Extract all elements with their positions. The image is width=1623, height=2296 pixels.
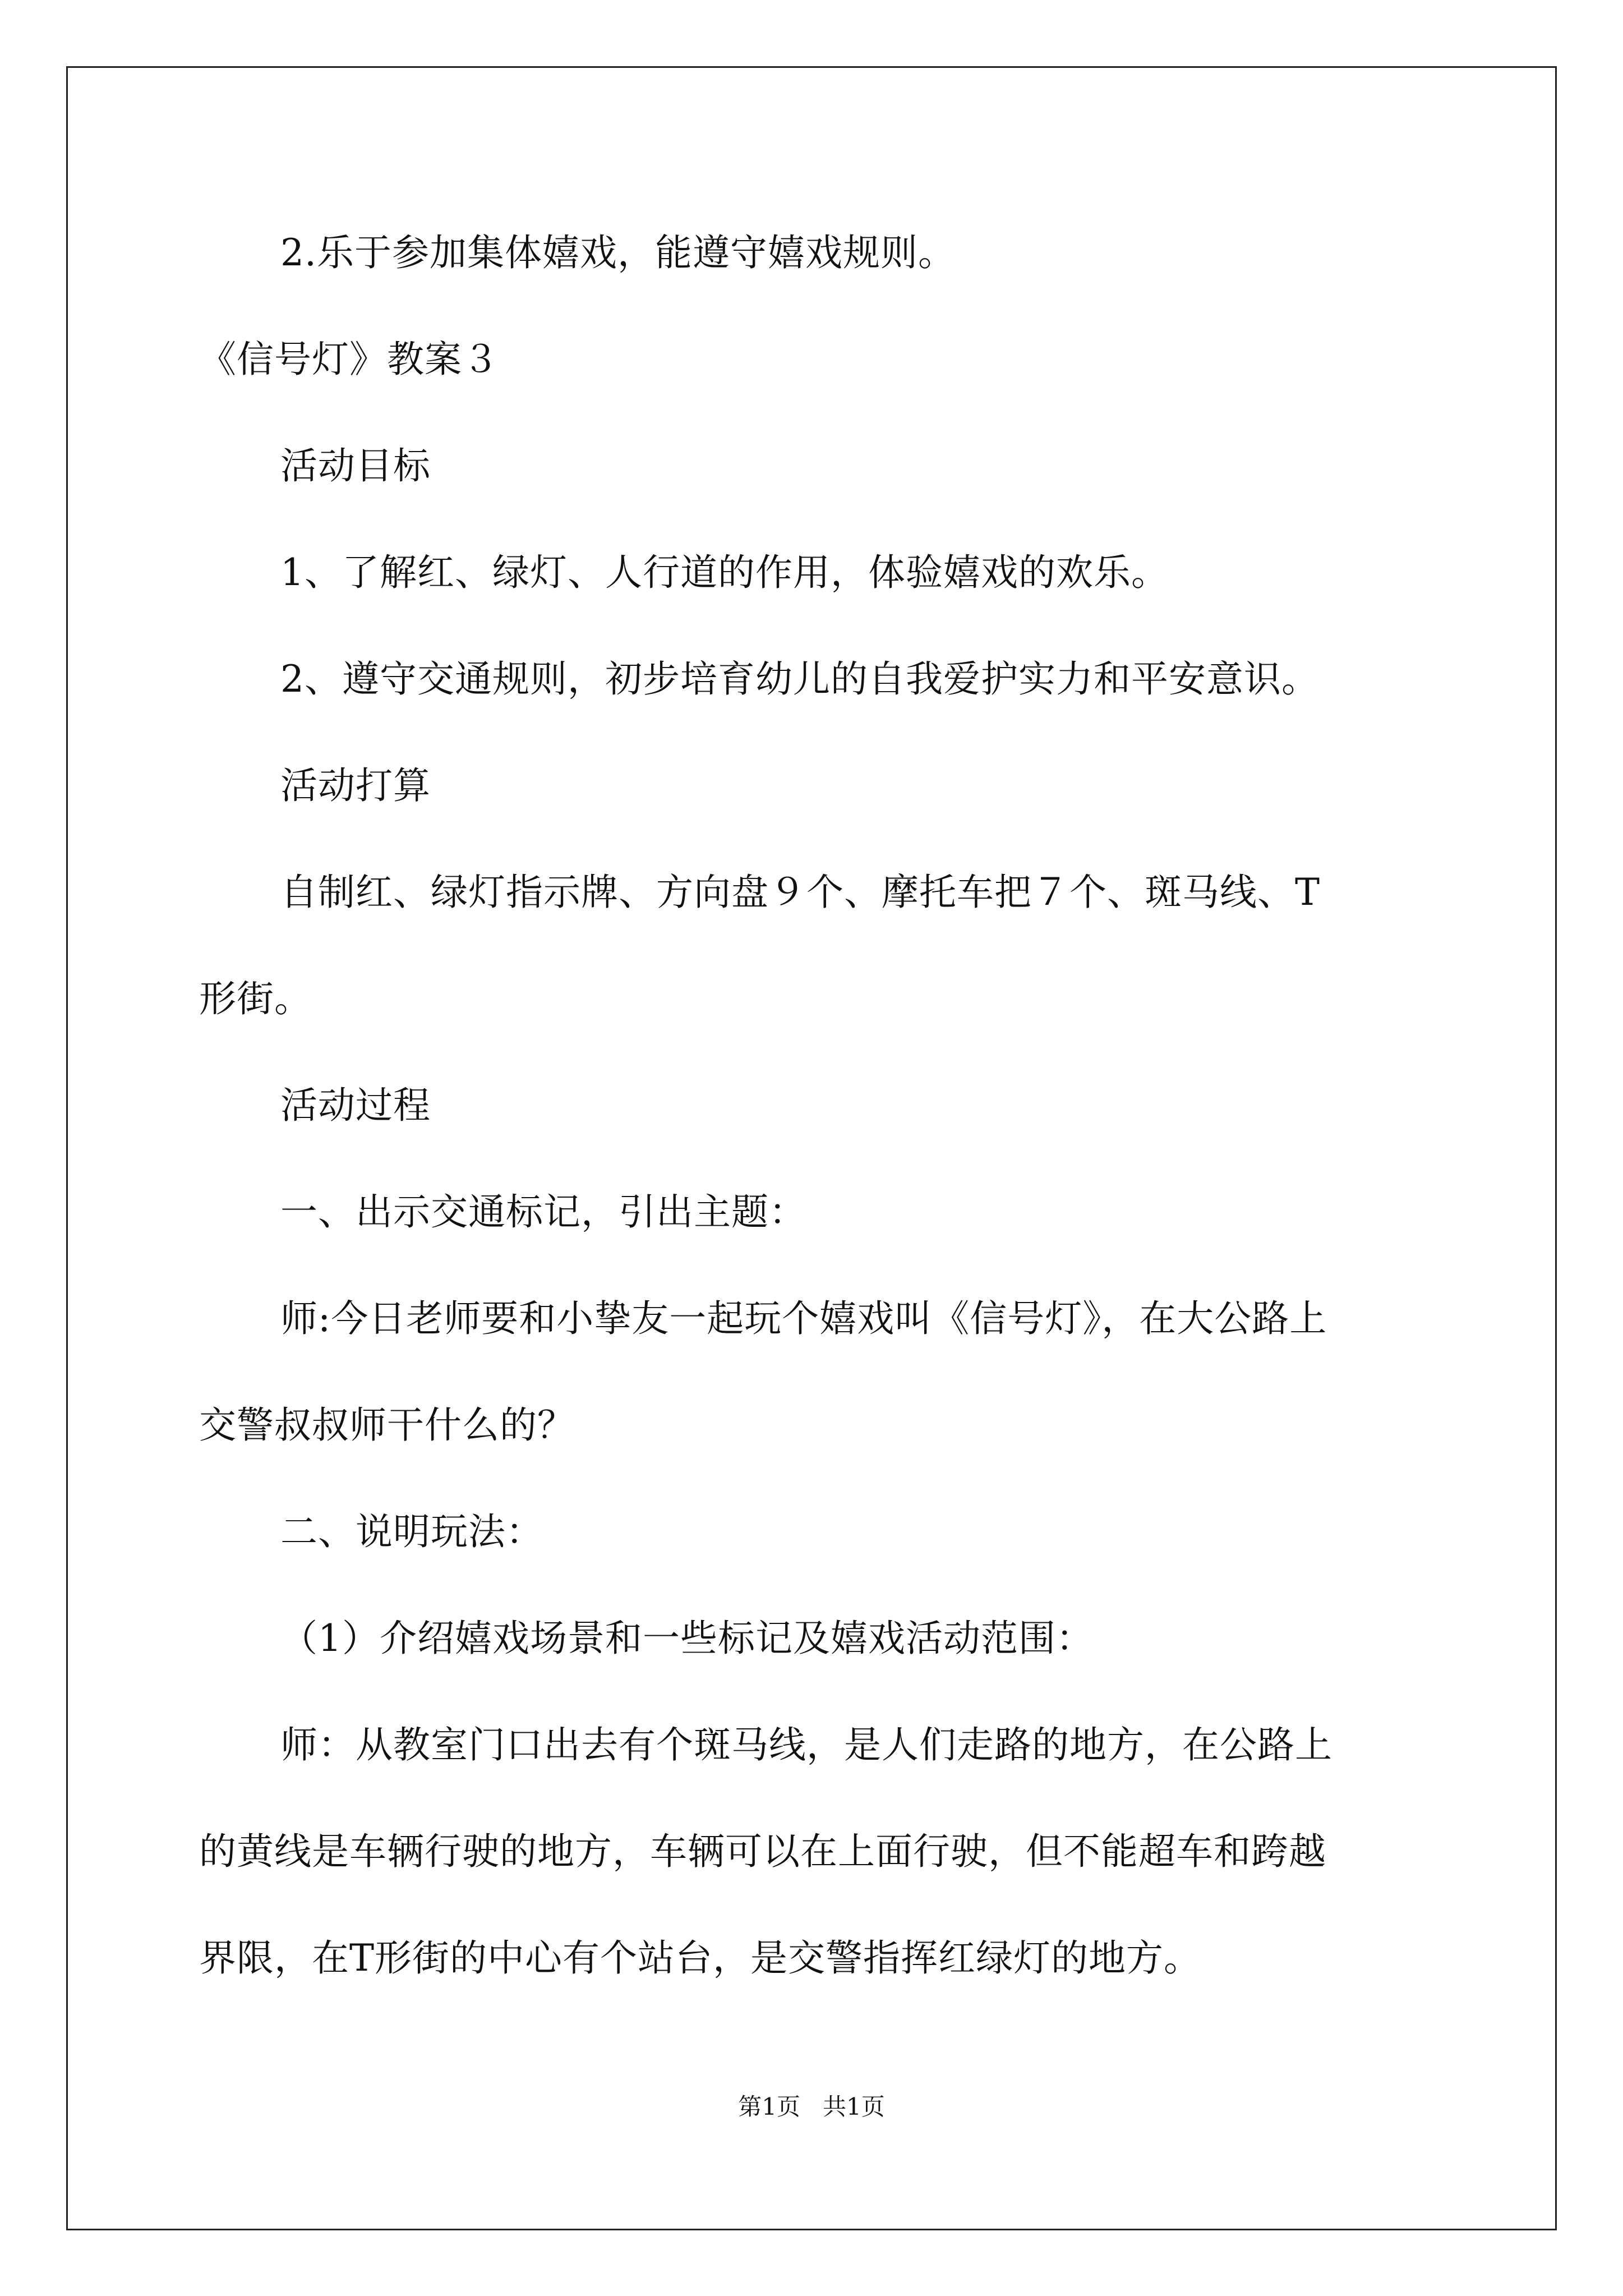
text-line-teacher-2a: 师：从教室门口出去有个斑马线，是人们走路的地方，在公路上: [280, 1723, 1332, 1766]
text-line-teacher-1b: 交警叔叔师干什么的？: [199, 1404, 575, 1447]
page-border: [66, 66, 1557, 2230]
text-line-teacher-1a: 师:今日老师要和小挚友一起玩个嬉戏叫《信号灯》，在大公路上: [280, 1297, 1327, 1340]
text-line-substep-1: （1）介绍嬉戏场景和一些标记及嬉戏活动范围：: [280, 1617, 1094, 1660]
text-line-goal-2b: 2、遵守交通规则，初步培育幼儿的自我爱护实力和平安意识。: [280, 657, 1319, 701]
heading-activity-prep: 活动打算: [280, 764, 431, 807]
text-line-step-2: 二、说明玩法：: [280, 1510, 543, 1553]
text-line-prep-2: 形街。: [199, 977, 312, 1020]
text-line-teacher-2c: 界限，在T形街的中心有个站台，是交警指挥红绿灯的地方。: [199, 1936, 1202, 1980]
section-title: 《信号灯》教案３: [199, 338, 500, 381]
heading-activity-process: 活动过程: [280, 1084, 431, 1127]
heading-activity-goals: 活动目标: [280, 444, 431, 487]
page-footer: 第1页 共1页: [738, 2093, 885, 2120]
text-line-step-1: 一、出示交通标记，引出主题：: [280, 1190, 806, 1234]
text-line-goal-1: 1、了解红、绿灯、人行道的作用，体验嬉戏的欢乐。: [280, 551, 1169, 594]
text-line-goal-2: 2.乐于参加集体嬉戏，能遵守嬉戏规则。: [280, 231, 956, 274]
text-line-teacher-2b: 的黄线是车辆行驶的地方，车辆可以在上面行驶，但不能超车和跨越: [199, 1830, 1326, 1873]
text-line-prep-1: 自制红、绿灯指示牌、方向盘９个、摩托车把７个、斑马线、T: [280, 871, 1321, 914]
